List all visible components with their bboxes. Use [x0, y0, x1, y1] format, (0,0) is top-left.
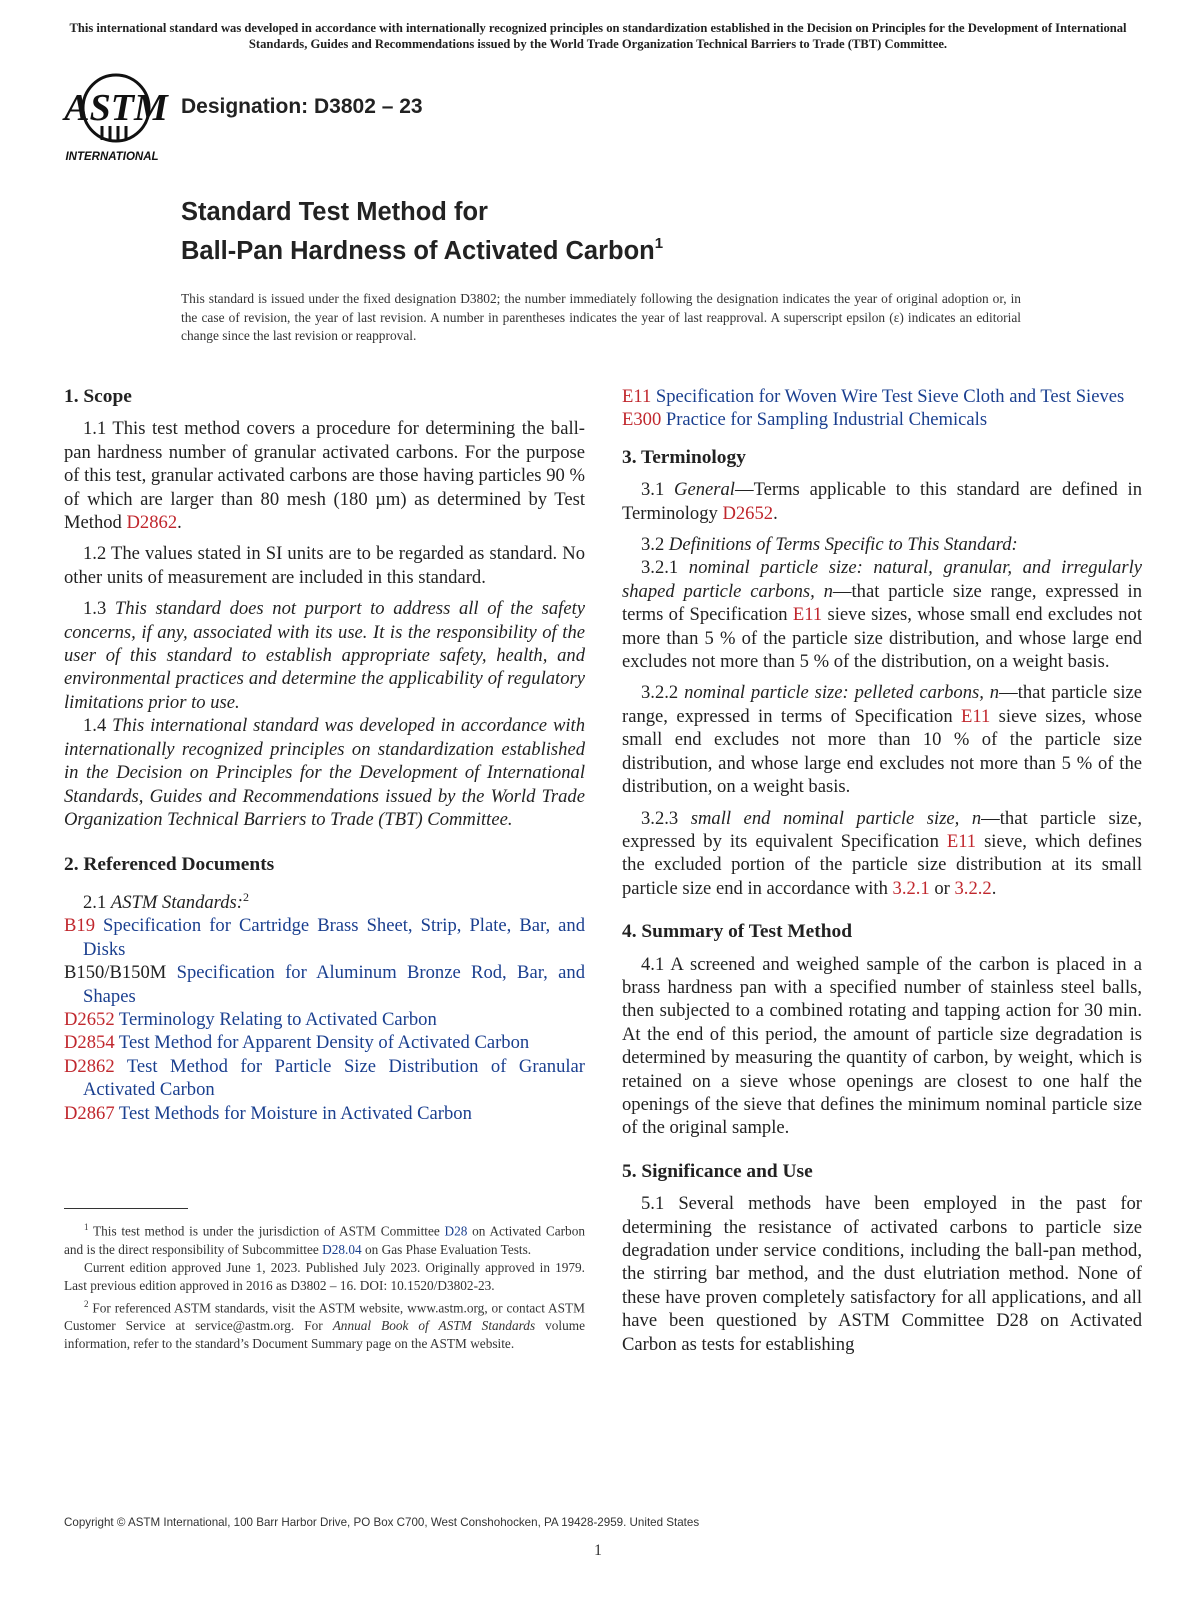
copyright-notice: Copyright © ASTM International, 100 Barr Harbor Drive, PO Box C700, West Conshohocken, PA 19428-2959. United States [64, 1516, 700, 1529]
section-heading-terminology: 3. Terminology [622, 446, 746, 468]
issuance-note: This standard is issued under the fixed designation D3802; the number immediately following the designation indicates the year of original adoption or, in the case of revision, the year of last revision. A number in parentheses indicates the year of last reapproval. A superscript epsilon (ε) indicates an editorial change since the last revision or reapproval. [181, 291, 1021, 344]
section-heading-scope: 1. Scope [64, 386, 132, 407]
footnote-divider [64, 1208, 188, 1209]
title-footnote-marker: 1 [654, 235, 664, 252]
reference-list [64, 914, 585, 1125]
link-d2862[interactable]: D2862 [126, 512, 178, 534]
left-column [64, 385, 585, 1125]
page-number: 1 [594, 1542, 602, 1559]
right-column [622, 385, 1142, 1364]
reference-list-continued [622, 385, 1142, 432]
reference-item[interactable]: B150/B150M Specification for Aluminum Bronze Rod, Bar, and Shapes [64, 962, 585, 1007]
paragraph-1-4: 1.4 This international standard was developed in accordance with internationally recognized principles on standardization established in the Decision on Principles for the Development of International Standards, Guides and Recommendations issued by the World Trade Organization Technical Barriers to Trade (TBT) Committee. [64, 715, 586, 830]
reference-item[interactable]: E11 Specification for Woven Wire Test Sieve Cloth and Test Sieves [622, 386, 1125, 407]
title-line-1: Standard Test Method for [181, 198, 488, 226]
footnote-2: $^2$ For referenced ASTM standards, visit the ASTM website, www.astm.org, or contact ASTM Customer Service at service@astm.org. For Annual Book of ASTM Standards volume information, refer to the standard’s Document Summary page on the ASTM website. [64, 1298, 585, 1352]
designation: Designation: D3802 – 23 [181, 95, 423, 118]
reference-item[interactable]: B19 Specification for Cartridge Brass Sheet, Strip, Plate, Bar, and Disks [64, 915, 585, 960]
paragraph-4-1: 4.1 A screened and weighed sample of the carbon is placed in a brass hardness pan with a specified number of stainless steel balls, then subjected to a combined rotating and tapping action for 30 min. At the end of this period, the amount of particle size degradation is determined by measuring the quantity of carbon, by weight, which is retained on a sieve whose openings are closest to one half the openings of the sieve that defines the minimum nominal particle size of the original sample. [622, 953, 1142, 1139]
paragraph-3-2-1: 3.2.1 nominal particle size: natural, granular, and irregularly shaped particle carbons, n—that particle size range, expressed in terms of Specification E11 sieve sizes, whose small end excludes not more than 5 % of the particle size distribution, and whose large end excludes not more than 5 % of the distribution, on a weight basis. [622, 557, 1143, 673]
document-title [181, 196, 663, 267]
reference-item[interactable]: D2867 Test Methods for Moisture in Activated Carbon [64, 1102, 472, 1124]
link-d28-04[interactable]: D28.04 [322, 1241, 362, 1257]
reference-item[interactable]: D2854 Test Method for Apparent Density of Activated Carbon [64, 1032, 530, 1054]
paragraph-2-1: 2.1 ASTM Standards:$^2$ [83, 889, 249, 913]
logo-text: ASTM [64, 87, 168, 129]
paragraph-1-2: 1.2 The values stated in SI units are to be regarded as standard. No other units of measurement are included in this standard. [64, 543, 585, 588]
reference-item[interactable]: D2652 Terminology Relating to Activated Carbon [64, 1008, 437, 1030]
footnote-1-edition: Current edition approved June 1, 2023. Published July 2023. Originally approved in 1979. Last previous edition approved in 2016 as D3802 – 16. DOI: 10.1520/D3802-23. [64, 1259, 585, 1293]
link-d28[interactable]: D28 [444, 1223, 468, 1239]
logo-subtext: INTERNATIONAL [65, 151, 159, 163]
paragraph-1-3: 1.3 This standard does not purport to address all of the safety concerns, if any, associated with its use. It is the responsibility of the user of this standard to establish appropriate safety, health, and environmental practices and determine the applicability of regulatory limitations prior to use. [64, 598, 586, 713]
link-e11[interactable]: E11 [792, 604, 823, 626]
section-heading-significance: 5. Significance and Use [622, 1160, 813, 1182]
astm-logo [62, 70, 170, 166]
paragraph-3-2-2: 3.2.2 nominal particle size: pelleted carbons, n—that particle size range, expressed in terms of Specification E11 sieve sizes, whose small end excludes not more than 10 % of the particle size distribution, and whose large end excludes not more than 5 % of the distribution, on a weight basis. [622, 682, 1142, 798]
link-d2652[interactable]: D2652 [722, 502, 774, 524]
astm-logo-icon [62, 70, 170, 166]
paragraph-3-2-3: 3.2.3 small end nominal particle size, n—that particle size, expressed by its equivalent Specification E11 sieve, which defines the excluded portion of the particle size distribution at its small particle size end in accordance with 3.2.1 or 3.2.2. [622, 807, 1142, 899]
title-line-2: Ball-Pan Hardness of Activated Carbon$^1$ [181, 235, 664, 265]
paragraph-3-2: 3.2 Definitions of Terms Specific to This Standard: [641, 534, 1018, 556]
section-heading-referenced-documents: 2. Referenced Documents [64, 854, 275, 876]
paragraph-5-1: 5.1 Several methods have been employed in the past for determining the resistance of activated carbons to particle size degradation under service conditions, including the ball-pan method, the stirring bar method, and the dust elutriation method. None of these have proven completely satisfactory for all applications, and all have been questioned by ASTM Committee D28 on Activated Carbon as tests for establishing [622, 1193, 1142, 1355]
footnote-1: $^1$ This test method is under the jurisdiction of ASTM Committee D28 on Activated Carbon and is the direct responsibility of Subcommittee D28.04 on Gas Phase Evaluation Tests. [64, 1222, 585, 1257]
link-3-2-1[interactable]: 3.2.1 [892, 877, 930, 899]
link-e11[interactable]: E11 [961, 705, 991, 727]
section-heading-summary: 4. Summary of Test Method [622, 921, 852, 943]
reference-item[interactable]: D2862 Test Method for Particle Size Distribution of Granular Activated Carbon [64, 1055, 585, 1101]
footnotes [64, 1218, 585, 1354]
link-3-2-2[interactable]: 3.2.2 [954, 877, 992, 899]
wto-notice: This international standard was developed in accordance with internationally recognized principles on standardization established in the Decision on Principles for the Development of International Standards, Guides and Recommendations issued by the World Trade Organization Technical Barriers to Trade (TBT) Committee. [69, 21, 1127, 51]
reference-item[interactable]: E300 Practice for Sampling Industrial Chemicals [622, 409, 988, 431]
paragraph-1-1: 1.1 This test method covers a procedure for determining the ball-pan hardness number of granular activated carbons. For the purpose of this test, granular activated carbons are those having particles 90 % of which are larger than 80 mesh (180 µm) as determined by Test Method D2862. [64, 418, 585, 534]
paragraph-3-1: 3.1 General—Terms applicable to this standard are defined in Terminology D2652. [622, 479, 1143, 524]
link-e11[interactable]: E11 [946, 830, 977, 852]
